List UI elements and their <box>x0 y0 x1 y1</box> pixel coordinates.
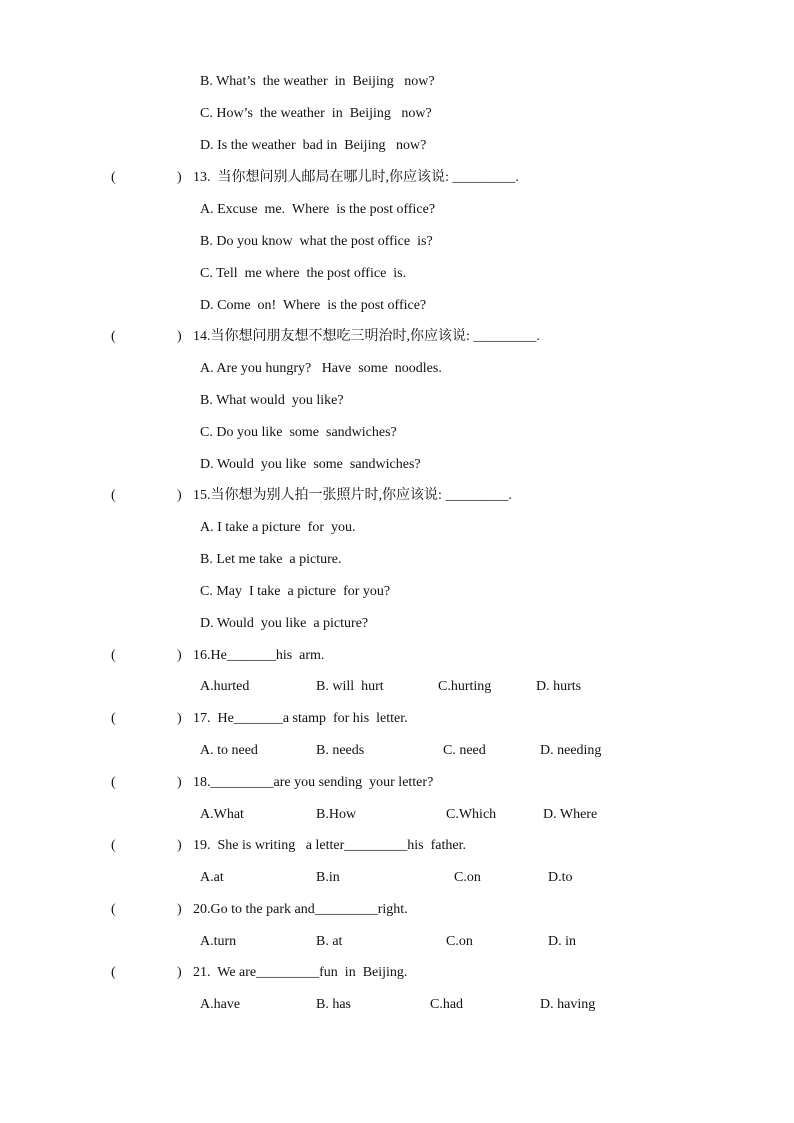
question-stem: 19. She is writing a letter_________his father. <box>193 838 466 853</box>
option-d: D. needing <box>540 743 602 758</box>
option-a: A. to need <box>200 743 258 758</box>
answer-paren-open: ( <box>111 902 116 917</box>
question-stem: 18._________are you sending your letter? <box>193 775 434 790</box>
option-c: C.hurting <box>438 679 492 694</box>
option-d: D. hurts <box>536 679 582 694</box>
option-c: C.on <box>446 934 473 949</box>
option-d: D.to <box>548 870 573 885</box>
option-c: C. need <box>443 743 486 758</box>
answer-paren-close: ) <box>177 902 182 917</box>
question-stem: 13. 当你想问别人邮局在哪儿时,你应该说: _________. <box>193 170 519 185</box>
answer-paren-open: ( <box>111 775 116 790</box>
option-line: A. I take a picture for you. <box>200 520 356 535</box>
answer-paren-open: ( <box>111 648 116 663</box>
option-d: D. having <box>540 997 596 1012</box>
option-line: A. Excuse me. Where is the post office? <box>200 202 436 217</box>
option-c: C.had <box>430 997 464 1012</box>
option-b: B. has <box>316 997 351 1012</box>
option-line: B. Let me take a picture. <box>200 552 342 567</box>
option-line: D. Is the weather bad in Beijing now? <box>200 138 427 153</box>
answer-paren-close: ) <box>177 838 182 853</box>
question-stem: 15.当你想为别人拍一张照片时,你应该说: _________. <box>193 488 512 503</box>
option-b: B. at <box>316 934 343 949</box>
option-b: B.in <box>316 870 340 885</box>
option-line: B. Do you know what the post office is? <box>200 234 433 249</box>
option-a: A.have <box>200 997 241 1012</box>
option-line: C. How’s the weather in Beijing now? <box>200 106 432 121</box>
answer-paren-close: ) <box>177 170 182 185</box>
option-c: C.Which <box>446 807 497 822</box>
answer-paren-close: ) <box>177 775 182 790</box>
option-line: C. Tell me where the post office is. <box>200 266 407 281</box>
question-stem: 16.He_______his arm. <box>193 648 325 663</box>
question-stem: 14.当你想问朋友想不想吃三明治时,你应该说: _________. <box>193 329 540 344</box>
option-a: A.What <box>200 807 244 822</box>
answer-paren-open: ( <box>111 711 116 726</box>
option-line: B. What would you like? <box>200 393 344 408</box>
option-d: D. in <box>548 934 576 949</box>
option-b: B. needs <box>316 743 365 758</box>
option-line: D. Come on! Where is the post office? <box>200 298 427 313</box>
answer-paren-open: ( <box>111 838 116 853</box>
answer-paren-open: ( <box>111 488 116 503</box>
option-a: A.turn <box>200 934 237 949</box>
option-line: A. Are you hungry? Have some noodles. <box>200 361 442 376</box>
question-stem: 21. We are_________fun in Beijing. <box>193 965 408 980</box>
answer-paren-close: ) <box>177 711 182 726</box>
question-stem: 17. He_______a stamp for his letter. <box>193 711 408 726</box>
answer-paren-close: ) <box>177 488 182 503</box>
option-b: B.How <box>316 807 357 822</box>
answer-paren-close: ) <box>177 965 182 980</box>
option-a: A.hurted <box>200 679 250 694</box>
option-line: D. Would you like some sandwiches? <box>200 457 421 472</box>
answer-paren-open: ( <box>111 965 116 980</box>
answer-paren-close: ) <box>177 329 182 344</box>
option-d: D. Where <box>543 807 598 822</box>
option-line: C. May I take a picture for you? <box>200 584 391 599</box>
question-stem: 20.Go to the park and_________right. <box>193 902 408 917</box>
answer-paren-open: ( <box>111 329 116 344</box>
answer-paren-open: ( <box>111 170 116 185</box>
option-c: C.on <box>454 870 481 885</box>
option-a: A.at <box>200 870 224 885</box>
option-line: C. Do you like some sandwiches? <box>200 425 397 440</box>
option-line: D. Would you like a picture? <box>200 616 369 631</box>
answer-paren-close: ) <box>177 648 182 663</box>
option-line: B. What’s the weather in Beijing now? <box>200 74 435 89</box>
option-b: B. will hurt <box>316 679 384 694</box>
